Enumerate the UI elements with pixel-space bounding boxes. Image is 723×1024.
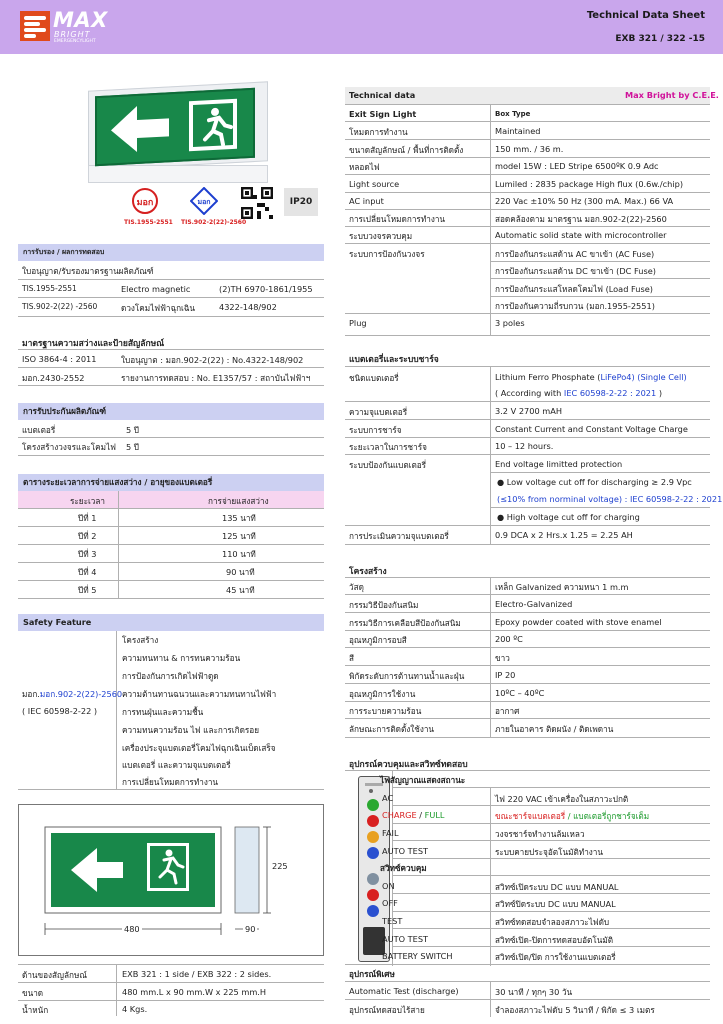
ind-fail-desc: วงจรชาร์จทำงานล้มเหลว <box>495 829 585 839</box>
brand-name: MAX <box>53 8 108 32</box>
ind-charge-label: CHARGE / FULL <box>382 810 445 820</box>
str-row-4-value: 200 ºC <box>495 634 523 644</box>
sw-test-label: TEST <box>382 916 403 926</box>
str-row-5-value: ขาว <box>495 653 510 663</box>
sw-off-desc: สวิทซ์ปิดระบบ DC แบบ MANUAL <box>495 899 616 909</box>
warranty-battery-value: 5 ปี <box>126 425 140 435</box>
tech-row-12-label: Plug <box>349 318 367 328</box>
safety-item-2: ความทนทาน & การทนความร้อน <box>122 653 241 663</box>
discharge-row-3-time: 110 นาที <box>222 549 256 559</box>
discharge-row-4-time: 90 นาที <box>226 567 255 577</box>
low-voltage-cutoff: ● Low voltage cut off for discharging ≥ 2.9 Vpc <box>497 477 692 487</box>
discharge-table-header <box>18 491 324 508</box>
str-row-6-label: พิกัดระดับการต้านทานน้ำและฝุ่น <box>349 671 465 681</box>
cert-row-1-desc: Electro magnetic <box>121 284 191 294</box>
cert-subtitle: ใบอนุญาต/รับรองมาตรฐานผลิตภัณฑ์ <box>22 266 154 276</box>
battery-section-title: แบตเตอรี่และระบบชาร์จ <box>349 355 439 365</box>
tis-1955-label: TIS.1955-2551 <box>124 219 173 226</box>
str-row-3-value: Epoxy powder coated with stove enamel <box>495 617 662 627</box>
switch-subtitle: สวิทซ์ควบคุม <box>380 863 427 873</box>
sw-autotest-desc: สวิทซ์เปิด-ปิดการทดสอบอัตโนมัติ <box>495 935 614 945</box>
tech-row-1-value: Maintained <box>495 126 541 136</box>
str-row-3-label: กรรมวิธีการเคลือบสีป้องกันสนิม <box>349 618 461 628</box>
safety-item-6: ความทนความร้อน ไฟ และการเกิดรอย <box>122 725 259 735</box>
safety-iec-label: ( IEC 60598-2-22 ) <box>22 706 98 716</box>
battery-type-iec: ( According with IEC 60598-2-22 : 2021 ) <box>495 388 663 398</box>
sw-test-desc: สวิทซ์ทดสอบจำลองสภาวะไฟดับ <box>495 917 610 927</box>
safety-std-label: มอก.มอก.902-2(22)-2560 <box>22 689 123 699</box>
discharge-row-4-year: ปีที่ 4 <box>78 567 97 577</box>
weight-value: 4 Kgs. <box>122 1004 148 1014</box>
sw-on-label: ON <box>382 881 395 891</box>
safety-item-5: การทนฝุ่นและความชื้น <box>122 707 204 717</box>
safety-item-4: ความต้านทานฉนวนและความทนทานไฟฟ้า <box>122 689 277 699</box>
ind-ac-desc: ไฟ 220 VAC เข้าเครื่องในสภาวะปกติ <box>495 794 629 804</box>
safety-section-title: Safety Feature <box>18 614 324 631</box>
low-voltage-iec: (≤10% from norminal voltage) : IEC 60598-2-22 : 2021 <box>497 494 723 504</box>
str-row-9-label: ลักษณะการติดตั้งใช้งาน <box>349 724 435 734</box>
tech-brand: Max Bright by C.E.E. <box>625 90 719 100</box>
weight-label: น้ำหนัก <box>22 1005 49 1015</box>
sign-base <box>88 165 268 183</box>
tech-row-5-value: 220 Vac ±10% 50 Hz (300 mA. Max.) 66 VA <box>495 196 674 206</box>
tech-row-2-value: 150 mm. / 36 m. <box>495 144 564 154</box>
test-button-icon <box>367 905 379 917</box>
tech-row-4-label: Light source <box>349 179 400 189</box>
discharge-row-2-year: ปีที่ 2 <box>78 531 97 541</box>
battery-type-value: Lithium Ferro Phosphate (LiFePo4) (Single Cell) <box>495 372 687 382</box>
str-row-1-value: เหล็ก Galvanized ความหนา 1 m.m <box>495 582 629 592</box>
discharge-col-period: ระยะเวลา <box>70 496 106 506</box>
special-row-1-label: Automatic Test (discharge) <box>349 986 459 996</box>
on-button-icon <box>367 873 379 885</box>
tech-row-1-label: โหมดการทำงาน <box>349 127 408 137</box>
fail-led-icon <box>367 831 379 843</box>
charge-system-value: Constant Current and Constant Voltage Charge <box>495 424 688 434</box>
exit-arrow-icon <box>97 90 253 164</box>
dim-depth: 90 <box>245 924 256 934</box>
special-row-2-value: จำลองสภาวะไฟดับ 5 วินาที / พิกัด ≤ 3 เมตร <box>495 1005 655 1015</box>
str-row-7-label: อุณหภูมิการใช้งาน <box>349 689 416 699</box>
high-voltage-cutoff: ● High voltage cut off for charging <box>497 512 640 522</box>
ac-led-icon <box>367 799 379 811</box>
ind-autotest-desc: ระบบคายประจุอัตโนมัติทำงาน <box>495 847 603 857</box>
sw-battery-label: BATTERY SWITCH <box>382 951 453 961</box>
tech-row-9-value: การป้องกันกระแสด้าน DC ขาเข้า (DC Fuse) <box>495 266 656 276</box>
discharge-row-5-time: 45 นาที <box>226 585 255 595</box>
tech-row-3-label: หลอดไฟ <box>349 162 380 172</box>
size-label: ขนาด <box>22 988 44 998</box>
discharge-row-5-year: ปีที่ 5 <box>78 585 97 595</box>
tis-1955-badge-icon <box>131 187 159 215</box>
discharge-row-3-year: ปีที่ 3 <box>78 549 97 559</box>
dim-height: 225 <box>272 861 288 871</box>
sw-off-label: OFF <box>382 898 398 908</box>
special-section-title: อุปกรณ์พิเศษ <box>349 969 395 979</box>
sw-on-desc: สวิทซ์เปิดระบบ DC แบบ MANUAL <box>495 882 619 892</box>
structure-section-title: โครงสร้าง <box>349 567 387 577</box>
tech-title: Technical data <box>349 90 416 100</box>
str-row-2-value: Electro-Galvanized <box>495 599 573 609</box>
discharge-row-2-time: 125 นาที <box>222 531 256 541</box>
charge-time-label: ระยะเวลาในการชาร์จ <box>349 442 427 452</box>
battery-eval-value: 0.9 DCA x 2 Hrs.x 1.25 = 2.25 AH <box>495 530 633 540</box>
exit-sign-image <box>95 88 255 166</box>
safety-item-3: การป้องกันการเกิดไฟฟ้าดูด <box>122 671 219 681</box>
tech-row-8-label: ระบบการป้องกันวงจร <box>349 249 425 259</box>
dim-width: 480 <box>124 924 140 934</box>
charge-system-label: ระบบการชาร์จ <box>349 425 402 435</box>
tech-row-6-value: สอดคล้องตาม มาตรฐาน มอก.902-2(22)-2560 <box>495 214 667 224</box>
warranty-battery-label: แบตเตอรี่ <box>22 425 56 435</box>
tech-row-10-value: การป้องกันกระแสโหลดโคมไฟ (Load Fuse) <box>495 284 653 294</box>
ind-fail-label: FAIL <box>382 828 399 838</box>
sign-side-value: EXB 321 : 1 side / EXB 322 : 2 sides. <box>122 969 272 979</box>
tech-row-11-value: การป้องกันความถี่รบกวน (มอก.1955-2551) <box>495 301 655 311</box>
size-value: 480 mm.L x 90 mm.W x 225 mm.H <box>122 987 267 997</box>
cert-row-1-std: TIS.1955-2551 <box>22 284 77 293</box>
ip20-badge: IP20 <box>284 188 318 216</box>
str-row-1-label: วัสดุ <box>349 582 364 592</box>
battery-type-label: ชนิดแบตเตอรี่ <box>349 373 399 383</box>
off-button-icon <box>367 889 379 901</box>
battery-protect-label: ระบบป้องกันแบตเตอรี่ <box>349 460 427 470</box>
battery-capacity-label: ความจุแบตเตอรี่ <box>349 407 408 417</box>
ind-ac-label: AC <box>382 793 394 803</box>
str-row-8-value: อากาศ <box>495 706 520 716</box>
special-row-1-value: 30 นาที / ทุกๆ 30 วัน <box>495 987 573 997</box>
exit-sign-label: Exit Sign Light <box>349 109 417 119</box>
discharge-col-time: การจ่ายแสงสว่าง <box>208 496 269 506</box>
cert-row-2-std: TIS.902-2(22) -2560 <box>22 302 98 311</box>
box-type-label: Box Type <box>495 110 531 118</box>
tech-row-2-label: ขนาดสัญลักษณ์ / พื้นที่การติดตั้ง <box>349 145 464 155</box>
tech-row-7-label: ระบบวงจรควบคุม <box>349 231 413 241</box>
std-section-title: มาตรฐานความสว่างและป้ายสัญลักษณ์ <box>22 339 165 349</box>
std-row-2-std: มอก.2430-2552 <box>22 373 85 383</box>
brand-logo-icon <box>20 11 50 41</box>
tech-row-5-label: AC input <box>349 196 384 206</box>
brand-tag: EMERGENCYLIGHT <box>54 39 96 44</box>
cert-row-2-desc: ดวงโคมไฟฟ้าฉุกเฉิน <box>121 303 195 313</box>
autotest-led-icon <box>367 847 379 859</box>
ind-charge-desc: ขณะชาร์จแบตเตอรี่ / แบตเตอรี่ถูกชาร์จเต็ม <box>495 811 650 821</box>
qr-code-icon <box>241 187 273 219</box>
safety-item-9: การเปลี่ยนโหมดการทำงาน <box>122 777 219 787</box>
battery-capacity-value: 3.2 V 2700 mAH <box>495 406 562 416</box>
doc-model: EXB 321 / 322 -15 <box>615 34 705 44</box>
cert-section-title: การรับรอง / ผลการทดสอบ <box>18 244 324 261</box>
indicator-subtitle: ไฟสัญญาณแสดงสถานะ <box>380 775 466 785</box>
ind-autotest-label: AUTO TEST <box>382 846 429 856</box>
svg-text:มอก: มอก <box>197 198 211 206</box>
safety-item-7: เครื่องประจุแบตเตอรี่โคมไฟฉุกเฉินเบ็ดเสร็จ <box>122 743 276 753</box>
dimension-drawing <box>18 804 324 956</box>
tech-row-4-value: Lumiled : 2835 package High flux (0.6w./chip) <box>495 179 684 189</box>
discharge-row-1-time: 135 นาที <box>222 513 256 523</box>
cert-row-2-no: 4322-148/902 <box>219 302 277 312</box>
doc-title: Technical Data Sheet <box>586 10 705 21</box>
tis-902-label: TIS.902-2(22)-2560 <box>181 219 247 226</box>
safety-item-1: โครงสร้าง <box>122 635 159 645</box>
cert-row-1-no: (2)TH 6970-1861/1955 <box>219 284 313 294</box>
tis-902-badge-icon <box>190 187 218 215</box>
str-row-4-label: อุณหภูมิการอบสี <box>349 635 407 645</box>
std-row-1-desc: ใบอนุญาต : มอก.902-2(22) : No.4322-148/902 <box>121 355 304 365</box>
special-row-2-label: อุปกรณ์ทดสอบไร้สาย <box>349 1005 425 1015</box>
str-row-8-label: การระบายความร้อน <box>349 706 422 716</box>
battery-protect-value: End voltage limitted protection <box>495 459 623 469</box>
sign-side-label: ด้านของสัญลักษณ์ <box>22 970 87 980</box>
safety-item-8: แบตเตอรี่ และความจุแบตเตอรี่ <box>122 760 231 770</box>
tech-row-8-value: การป้องกันกระแสด้าน AC ขาเข้า (AC Fuse) <box>495 249 655 259</box>
discharge-row-1-year: ปีที่ 1 <box>78 513 97 523</box>
sw-battery-desc: สวิทซ์เปิด/ปิด การใช้งานแบตเตอรี่ <box>495 952 616 962</box>
svg-text:มอก: มอก <box>136 198 154 208</box>
page-header <box>0 0 723 54</box>
str-row-6-value: IP 20 <box>495 670 516 680</box>
std-row-1-std: ISO 3864-4 : 2011 <box>22 354 97 364</box>
charge-led-icon <box>367 815 379 827</box>
std-row-2-desc: รายงานการทดสอบ : No. E1357/57 : สถาบันไฟฟ้าฯ <box>121 373 311 383</box>
str-row-7-value: 10ºC – 40ºC <box>495 688 545 698</box>
warranty-structure-label: โครงสร้างวงจรและโคมไฟ <box>22 442 116 452</box>
str-row-5-label: สี <box>349 653 354 663</box>
str-row-2-label: กรรมวิธีป้องกันสนิม <box>349 600 419 610</box>
tech-row-12-value: 3 poles <box>495 318 525 328</box>
str-row-9-value: ภายในอาคาร ติดผนัง / ติดเพดาน <box>495 724 614 734</box>
warranty-structure-value: 5 ปี <box>126 442 140 452</box>
control-section-title: อุปกรณ์ควบคุมและสวิทซ์ทดสอบ <box>349 760 468 770</box>
sw-autotest-label: AUTO TEST <box>382 934 429 944</box>
brand-sub: BRIGHT <box>54 30 91 39</box>
charge-time-value: 10 – 12 hours. <box>495 441 554 451</box>
discharge-section-title: ตารางระยะเวลาการจ่ายแสงสว่าง / อายุของแบตเตอรี่ <box>18 474 324 491</box>
battery-eval-label: การประเมินความจุแบตเตอรี่ <box>349 531 449 541</box>
tech-row-7-value: Automatic solid state with microcontroller <box>495 230 667 240</box>
warranty-section-title: การรับประกันผลิตภัณฑ์ <box>18 403 324 420</box>
tech-row-3-value: model 15W : LED Stripe 6500ºK 0.9 Adc <box>495 161 659 171</box>
tech-row-6-label: การเปลี่ยนโหมดการทำงาน <box>349 214 446 224</box>
